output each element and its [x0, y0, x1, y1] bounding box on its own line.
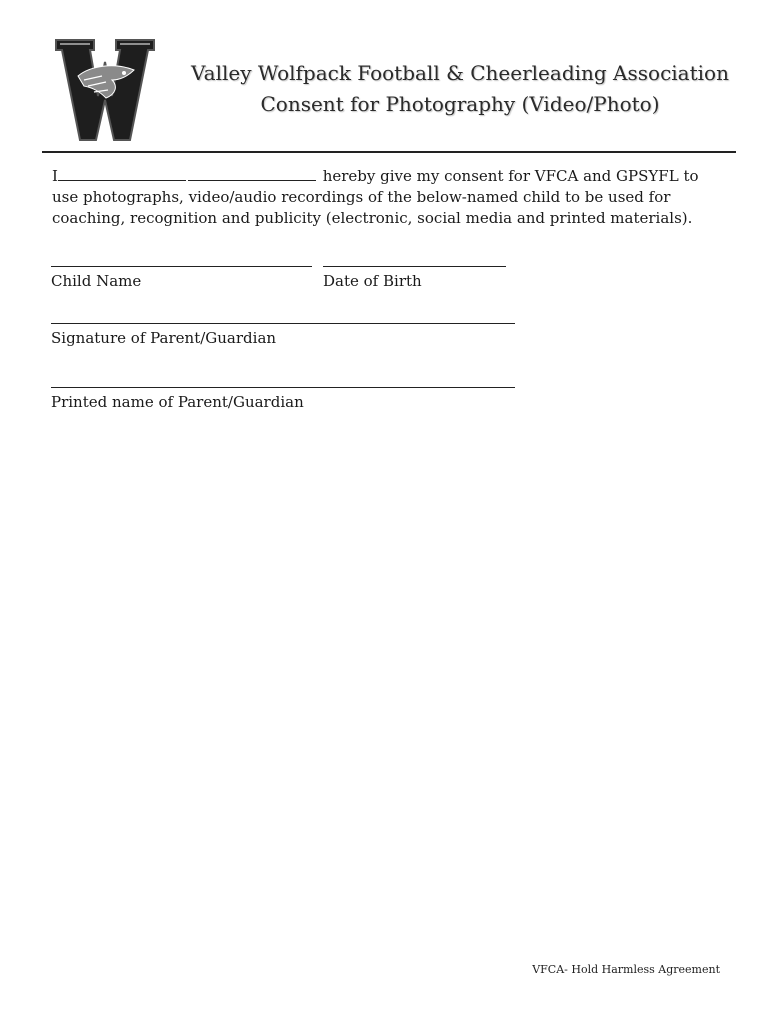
footer-text: VFCA- Hold Harmless Agreement	[532, 963, 720, 976]
document-title: Valley Wolfpack Football & Cheerleading Association	[191, 61, 729, 85]
printed-name-label: Printed name of Parent/Guardian	[51, 393, 304, 411]
date-of-birth-label: Date of Birth	[323, 272, 422, 290]
consent-paragraph	[52, 166, 722, 229]
parent-name-blank[interactable]	[58, 166, 186, 181]
wolf-w-logo-icon	[54, 36, 156, 144]
document-subtitle: Consent for Photography (Video/Photo)	[260, 92, 660, 116]
child-name-line[interactable]	[51, 266, 312, 267]
child-name-label: Child Name	[51, 272, 142, 290]
date-of-birth-line[interactable]	[323, 266, 506, 267]
header	[160, 58, 760, 120]
signature-line[interactable]	[51, 323, 515, 324]
parent-name-blank-2[interactable]	[188, 166, 316, 181]
printed-name-line[interactable]	[51, 387, 515, 388]
header-divider	[42, 151, 736, 153]
consent-prefix: I	[52, 167, 58, 185]
consent-text: hereby give my consent for VFCA and GPSYFL to use photographs, video/audio recordings of the below-named child to be used for coaching, recognition and publicity (electronic, social media and printed materials).	[52, 167, 699, 227]
signature-label: Signature of Parent/Guardian	[51, 329, 277, 347]
